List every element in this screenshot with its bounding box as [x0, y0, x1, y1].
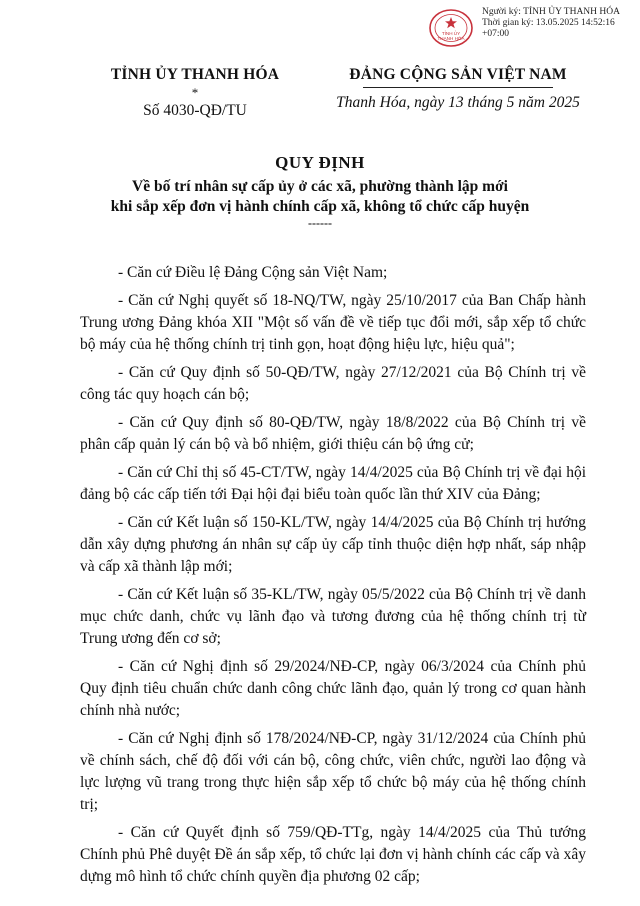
- title-separator: ------: [308, 216, 332, 230]
- signing-time-line: Thời gian ký: 13.05.2025 14:52:16 +07:00: [482, 18, 615, 39]
- paragraph: - Căn cứ Kết luận số 150-KL/TW, ngày 14/4/2025 của Bộ Chính trị hướng dẫn xây dựng phương án nhân sự cấp ủy cấp tỉnh thuộc diện hợp nhất, sáp nhập và cấp xã thành lập mới;: [80, 514, 586, 575]
- party-underline: [363, 87, 553, 88]
- paragraph: - Căn cứ Quyết định số 759/QĐ-TTg, ngày 14/4/2025 của Thủ tướng Chính phủ Phê duyệt Đề án sắp xếp, tổ chức lại đơn vị hành chính các cấp và xây dựng mô hình tổ chức chính quyền địa phương 02 cấp;: [80, 824, 586, 885]
- svg-text:TỈNH ỦY: TỈNH ỦY: [441, 31, 461, 36]
- paragraph: - Căn cứ Quy định số 80-QĐ/TW, ngày 18/8/2022 của Bộ Chính trị về phân cấp quản lý cán bộ và bổ nhiệm, giới thiệu cán bộ ứng cử;: [80, 414, 586, 453]
- subtitle-line-2: khi sắp xếp đơn vị hành chính cấp xã, không tổ chức cấp huyện: [110, 198, 530, 215]
- signer-line: Người ký: TỈNH ỦY THANH HÓA: [482, 7, 620, 17]
- organization-name: TỈNH ỦY THANH HÓA: [110, 66, 280, 83]
- party-name: ĐẢNG CỘNG SẢN VIỆT NAM: [349, 66, 567, 83]
- place-date: Thanh Hóa, ngày 13 tháng 5 năm 2025: [336, 94, 580, 111]
- document-number: Số 4030-QĐ/TU: [143, 102, 247, 119]
- title-block: [60, 153, 580, 229]
- paragraph: - Căn cứ Nghị định số 29/2024/NĐ-CP, ngày 06/3/2024 của Chính phủ Quy định tiêu chuẩn chức danh công chức lãnh đạo, quản lý trong cơ quan hành chính nhà nước;: [80, 658, 586, 719]
- paragraph: - Căn cứ Chỉ thị số 45-CT/TW, ngày 14/4/2025 của Bộ Chính trị về đại hội đảng bộ các cấp tiến tới Đại hội đại biểu toàn quốc lần thứ XIV của Đảng;: [80, 464, 586, 503]
- paragraph: - Căn cứ Kết luận số 35-KL/TW, ngày 05/5/2022 của Bộ Chính trị về danh mục chức danh, chức vụ lãnh đạo và tương đương của hệ thống chính trị từ Trung ương đến cơ sở;: [80, 586, 586, 647]
- subtitle-line-1: Về bố trí nhân sự cấp ủy ở các xã, phường thành lập mới: [132, 178, 508, 195]
- document-body: [80, 262, 586, 894]
- seal-icon: [428, 8, 474, 48]
- motto-block: [318, 66, 598, 112]
- issuer-block: [90, 66, 300, 120]
- paragraph: - Căn cứ Quy định số 50-QĐ/TW, ngày 27/12/2021 của Bộ Chính trị về công tác quy hoạch cán bộ;: [80, 364, 586, 403]
- svg-text:THANH HÓA: THANH HÓA: [437, 36, 465, 41]
- paragraph: - Căn cứ Nghị quyết số 18-NQ/TW, ngày 25/10/2017 của Ban Chấp hành Trung ương Đảng khóa XII "Một số vấn đề về tiếp tục đổi mới, sắp xếp tổ chức bộ máy của hệ thống chính trị tinh gọn, hoạt động hiệu lực, hiệu quả";: [80, 292, 586, 353]
- star-separator: *: [191, 85, 199, 100]
- document-title: QUY ĐỊNH: [275, 153, 365, 172]
- paragraph: - Căn cứ Nghị định số 178/2024/NĐ-CP, ngày 31/12/2024 của Chính phủ về chính sách, chế độ đối với cán bộ, công chức, viên chức, người lao động và lực lượng vũ trang trong thực hiện sắp xếp tổ chức bộ máy của hệ thống chính trị;: [80, 730, 586, 813]
- paragraph: - Căn cứ Điều lệ Đảng Cộng sản Việt Nam;: [118, 264, 388, 281]
- digital-signature: [428, 4, 638, 52]
